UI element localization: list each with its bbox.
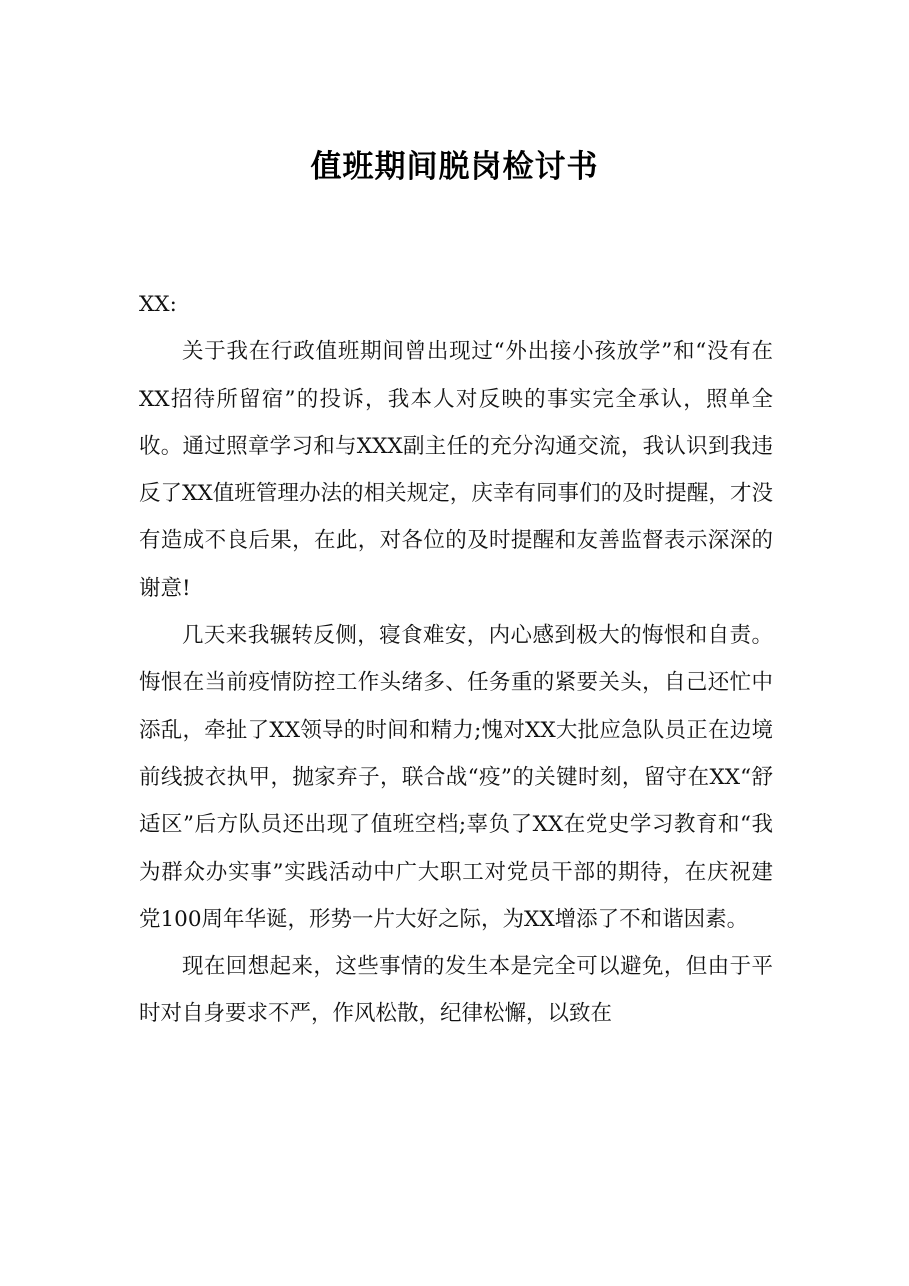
paragraph-3: 现在回想起来，这些事情的发生本是完全可以避免，但由于平时对自身要求不严，作风松散，纪律松懈，以致在 xyxy=(139,954,773,1027)
salutation: XX: xyxy=(139,292,177,317)
document-title: 值班期间脱岗检讨书 xyxy=(310,149,599,185)
paragraph-2: 几天来我辗转反侧，寝食难安，内心感到极大的悔恨和自责。悔恨在当前疫情防控工作头绪多、任务重的紧要关头，自己还忙中添乱，牵扯了XX领导的时间和精力;愧对XX大批应急队员正在边境前线披衣执甲，抛家弃子，联合战“疫”的关键时刻，留守在XX“舒适区”后方队员还出现了值班空档;辜负了XX在党史学习教育和“我为群众办实事”实践活动中广大职工对党员干部的期待，在庆祝建党100周年华诞，形势一片大好之际，为XX增添了不和谐因素。 xyxy=(139,623,773,932)
paragraph-1: 关于我在行政值班期间曾出现过“外出接小孩放学”和“没有在XX招待所留宿”的投诉，我本人对反映的事实完全承认，照单全收。通过照章学习和与XXX副主任的充分沟通交流，我认识到我违反了XX值班管理办法的相关规定，庆幸有同事们的及时提醒，才没有造成不良后果，在此，对各位的及时提醒和友善监督表示深深的谢意! xyxy=(139,339,773,601)
document-body xyxy=(139,281,773,1038)
